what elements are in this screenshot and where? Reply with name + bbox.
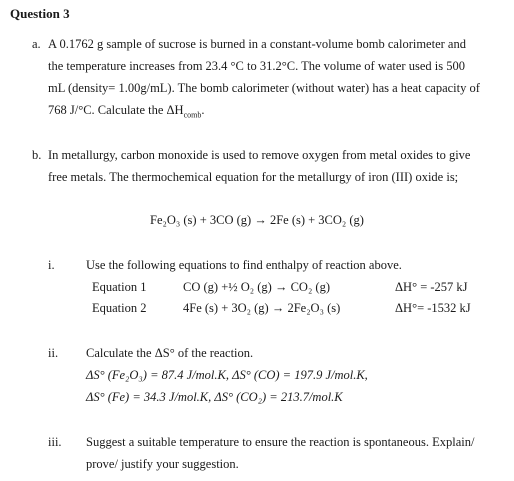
sub-i-marker: i. [48, 258, 55, 272]
question-title: Question 3 [10, 6, 70, 21]
equation-1-enthalpy: ΔH° = -257 kJ [395, 280, 468, 294]
part-a-line-1: A 0.1762 g sample of sucrose is burned in a constant-volume bomb calorimeter and [48, 37, 466, 51]
equation-2-enthalpy: ΔH°= -1532 kJ [395, 301, 471, 315]
equation-1-label: Equation 1 [92, 280, 147, 294]
equation-2-label: Equation 2 [92, 301, 147, 315]
part-a-marker: a. [32, 37, 41, 51]
sub-iii-line-2: prove/ justify your suggestion. [86, 457, 239, 471]
sub-i-text: Use the following equations to find enthalpy of reaction above. [86, 258, 402, 272]
part-a-period: . [201, 103, 205, 117]
equation-2-reaction: 4Fe (s) + 3O₂ (g) → 2Fe₂O₃ (s) [183, 301, 341, 315]
sub-ii-text: Calculate the ΔS° of the reaction. [86, 346, 254, 360]
sub-ii-marker: ii. [48, 346, 59, 360]
part-a-line-4-text: 768 J/°C. Calculate the ΔH [48, 103, 184, 117]
part-b-line-1: In metallurgy, carbon monoxide is used to remove oxygen from metal oxides to give [48, 148, 471, 162]
part-b-line-2: free metals. The thermochemical equation for the metallurgy of iron (III) oxide is; [48, 170, 459, 184]
sub-iii-marker: iii. [48, 435, 62, 449]
part-a-line-2: the temperature increases from 23.4 °C to 31.2°C. The volume of water used is 500 [48, 59, 465, 73]
part-a-line-3: mL (density= 1.00g/mL). The bomb calorimeter (without water) has a heat capacity of [48, 81, 480, 95]
sub-ii-data-line-2: ΔS° (Fe) = 34.3 J/mol.K, ΔS° (CO₂) = 213.7/mol.K [86, 390, 343, 404]
main-equation: Fe₂O₃ (s) + 3CO (g) → 2Fe (s) + 3CO₂ (g) [150, 213, 364, 227]
equation-1-reaction: CO (g) +½ O₂ (g) → CO₂ (g) [183, 280, 330, 294]
sub-ii-data-line-1: ΔS° (Fe₂O₃) = 87.4 J/mol.K, ΔS° (CO) = 197.9 J/mol.K, [86, 368, 368, 382]
sub-iii-line-1: Suggest a suitable temperature to ensure the reaction is spontaneous. Explain/ [86, 435, 475, 449]
comb-subscript: comb [183, 110, 202, 120]
part-a-line-4 [48, 103, 205, 120]
part-b-marker: b. [32, 148, 42, 162]
